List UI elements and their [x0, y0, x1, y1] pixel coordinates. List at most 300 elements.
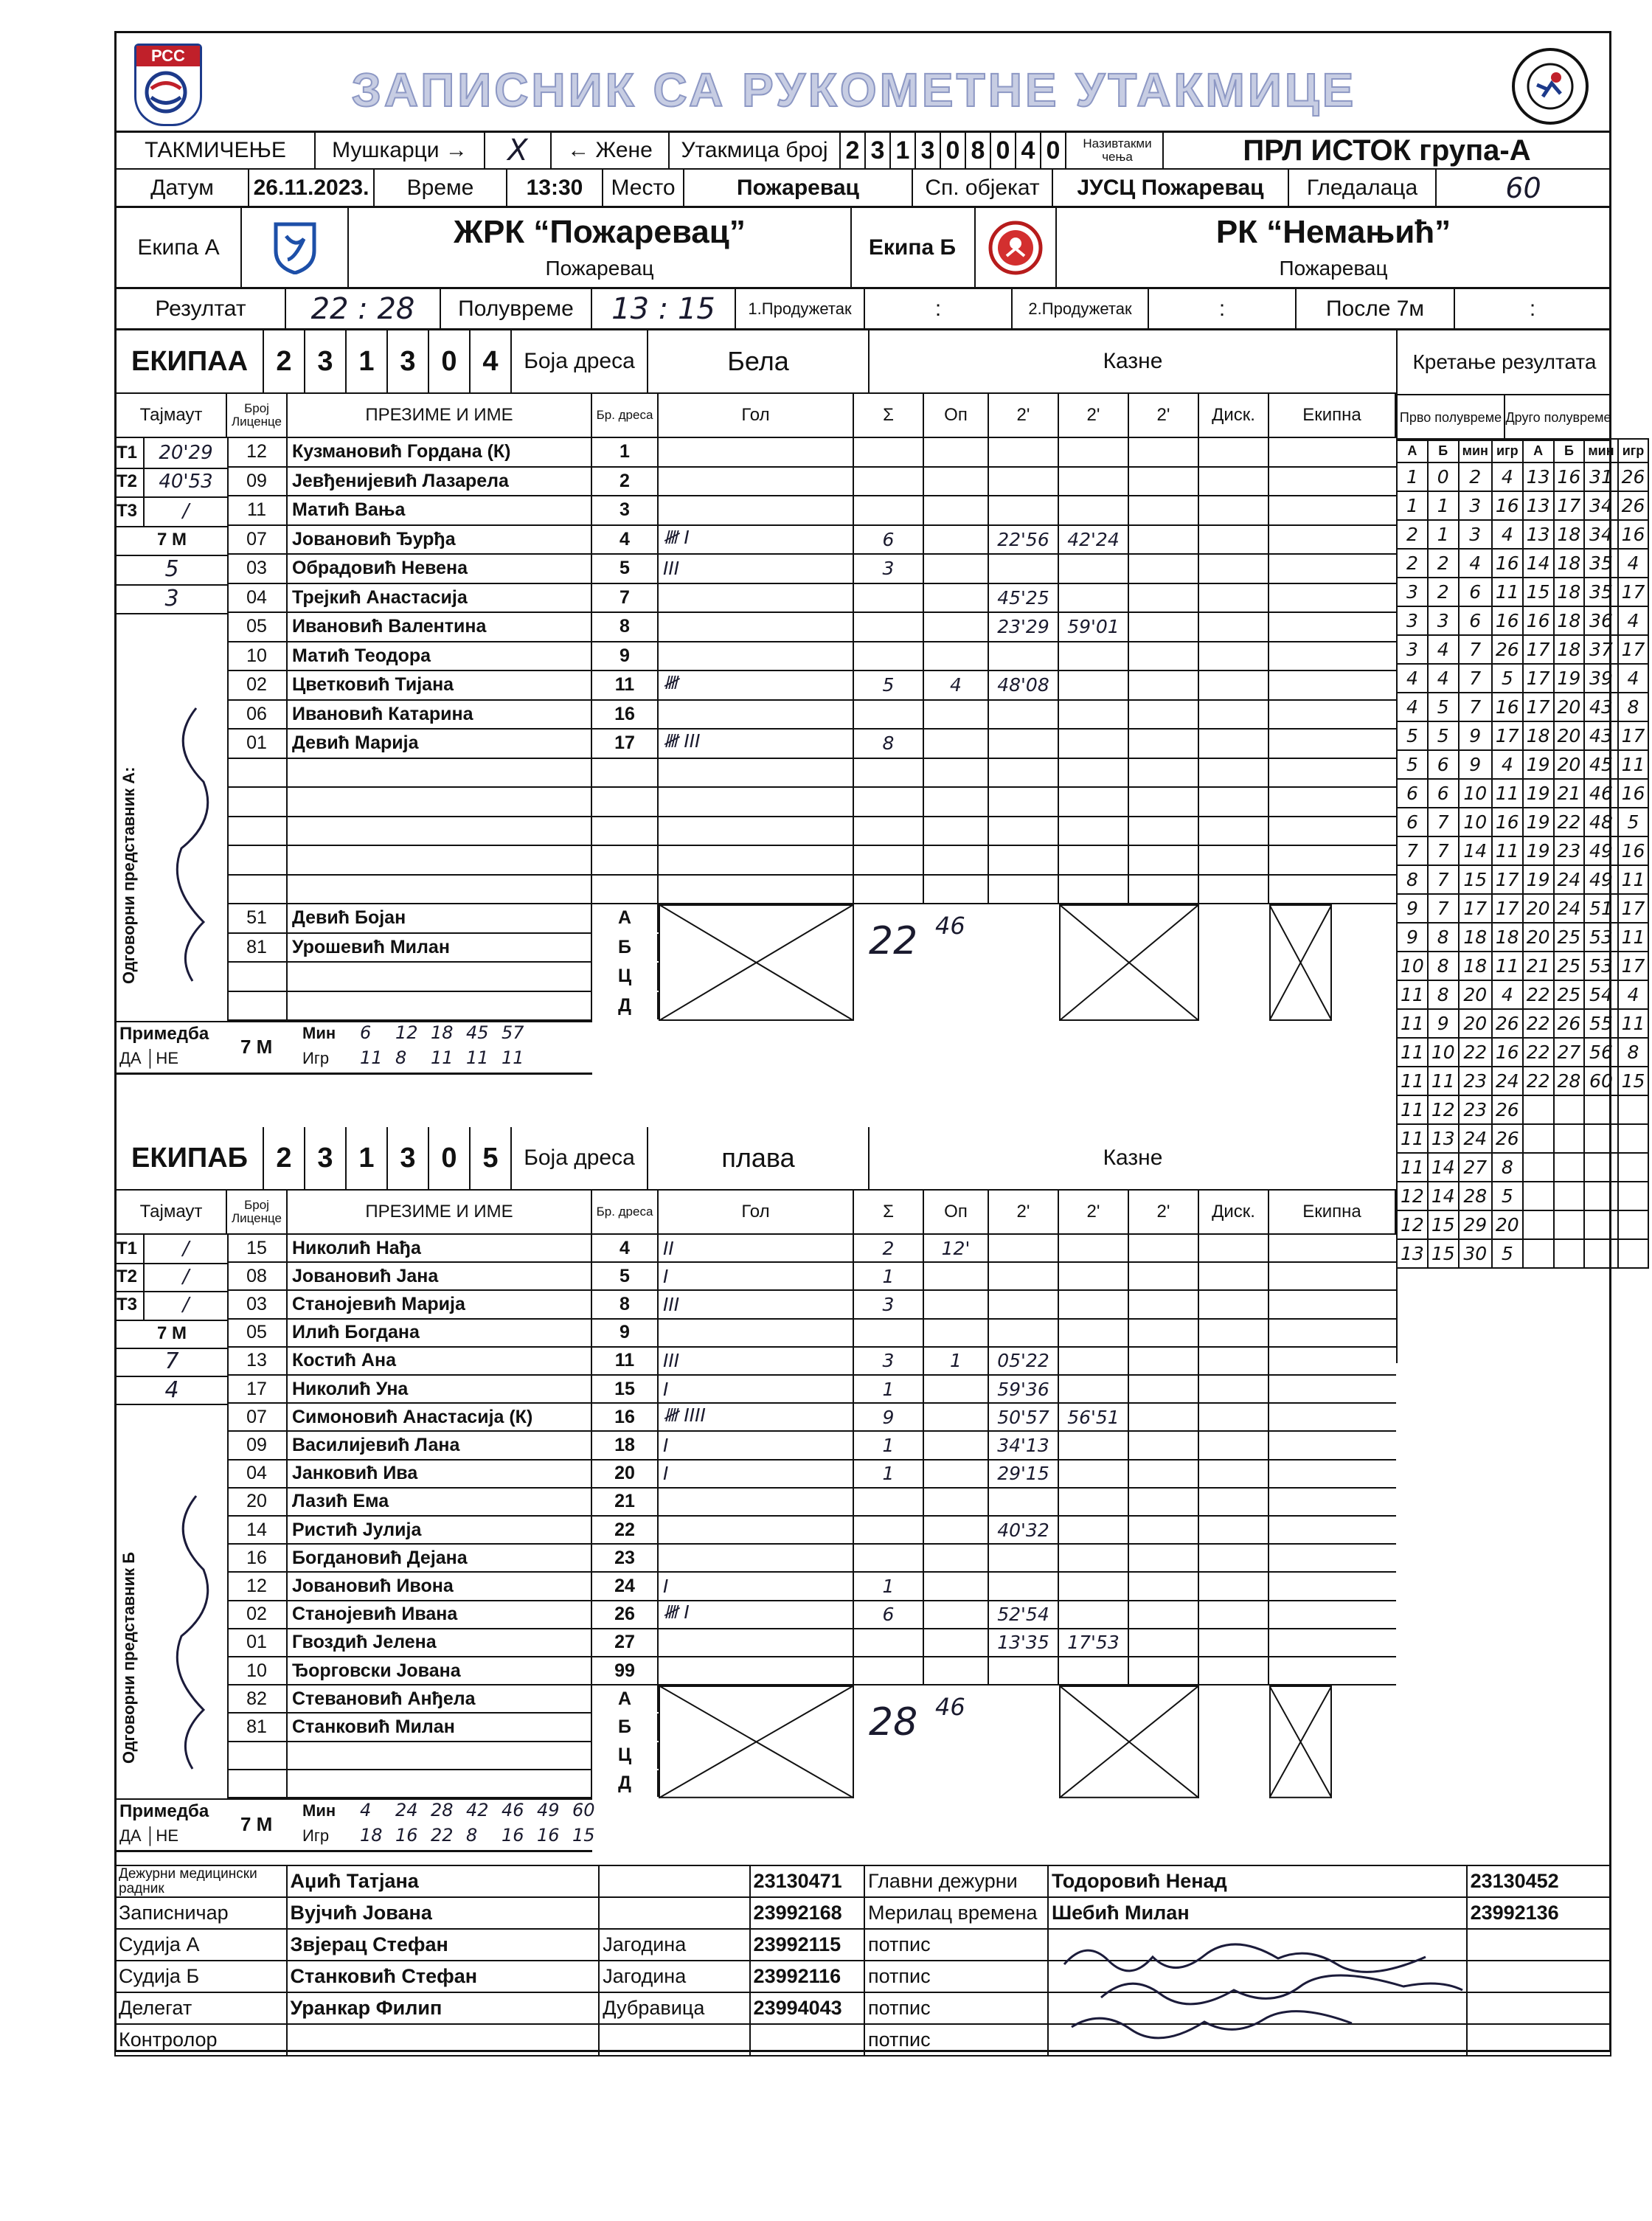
footer-name: Станковић Стефан — [287, 1961, 600, 1992]
player-disqualification — [1199, 526, 1269, 554]
team-code-row — [117, 1127, 1396, 1191]
progress-cell: 3 — [1459, 520, 1492, 549]
progress-cell: 4 — [1428, 635, 1459, 664]
official-license — [227, 1770, 288, 1797]
player-suspension-2 — [1059, 1489, 1129, 1515]
ot2-score: : — [1149, 289, 1297, 328]
match-no-digit: 0 — [991, 133, 1016, 168]
player-license: 10 — [227, 1657, 288, 1684]
player-goals — [659, 642, 854, 671]
progress-cell: 20 — [1523, 923, 1554, 952]
progress-cell: 9 — [1459, 721, 1492, 750]
player-suspension-3 — [1129, 788, 1199, 816]
progress-cell: 3 — [1428, 606, 1459, 635]
progress-cell: 6 — [1428, 750, 1459, 779]
date-value: 26.11.2023. — [249, 170, 375, 206]
player-license: 04 — [227, 584, 288, 612]
progress-cell: 11 — [1397, 1009, 1428, 1038]
player-disqualification — [1199, 876, 1269, 904]
player-warning — [924, 1291, 989, 1317]
player-team-penalty — [1269, 496, 1396, 524]
progress-cell — [1584, 1153, 1617, 1182]
player-table-header — [117, 394, 1396, 438]
sevenm-minute: 28 — [431, 1800, 454, 1820]
player-warning — [924, 701, 989, 729]
player-suspension-3 — [1129, 730, 1199, 758]
progress-cell: 26 — [1618, 491, 1649, 520]
progress-cell: 10 — [1459, 779, 1492, 808]
team-a-label: Екипа А — [117, 208, 242, 287]
official-code: А — [592, 904, 659, 932]
player-goal-sum — [854, 468, 924, 496]
after7-score: : — [1529, 296, 1536, 321]
player-warning — [924, 759, 989, 787]
player-team-penalty — [1269, 1489, 1396, 1515]
progress-row — [1397, 491, 1648, 520]
player-row — [227, 701, 1396, 730]
progress-cell: 4 — [1428, 664, 1459, 693]
player-team-penalty — [1269, 1263, 1396, 1289]
progress-cell: 26 — [1618, 462, 1649, 491]
player-license: 05 — [227, 1320, 288, 1346]
sevenm-player: 11 — [431, 1047, 454, 1068]
sevenm-player: 22 — [431, 1825, 454, 1846]
player-disqualification — [1199, 1404, 1269, 1430]
sevenm-player: 18 — [360, 1825, 383, 1846]
player-goal-sum — [854, 1657, 924, 1684]
progress-col-header: мин — [1584, 439, 1617, 462]
progress-row — [1397, 865, 1648, 894]
footer-role2: Мерилац времена — [864, 1897, 1048, 1929]
progress-cell: 16 — [1492, 606, 1523, 635]
representative-label: Одговорни представник Б — [119, 1551, 138, 1764]
footer-city: Дубравица — [599, 1992, 749, 2024]
player-goals: 𝍸 I — [659, 526, 854, 554]
progress-cell: 20 — [1554, 693, 1585, 721]
player-suspension-1 — [989, 876, 1059, 904]
player-suspension-3 — [1129, 526, 1199, 554]
progress-row — [1397, 462, 1648, 491]
player-name: Цветковић Тијана — [288, 671, 592, 699]
progress-row — [1397, 1009, 1648, 1038]
progress-cell: 25 — [1554, 980, 1585, 1009]
player-jersey-no: 27 — [592, 1629, 659, 1656]
progress-cell — [1584, 1182, 1617, 1210]
player-disqualification — [1199, 1629, 1269, 1656]
player-row — [227, 1376, 1396, 1404]
progress-cell: 16 — [1492, 549, 1523, 578]
date-label: Датум — [117, 170, 249, 206]
progress-col-header: игр — [1618, 439, 1649, 462]
progress-cell: 19 — [1554, 664, 1585, 693]
match-no-digit: 8 — [966, 133, 991, 168]
progress-cell: 49 — [1584, 836, 1617, 865]
progress-cell: 49 — [1584, 865, 1617, 894]
progress-row — [1397, 1124, 1648, 1153]
player-team-penalty — [1269, 1320, 1396, 1346]
team-total-goals: 22 — [869, 919, 918, 963]
player-name: Јовановић Ђурђа — [288, 526, 592, 554]
progress-col-header: А — [1397, 439, 1428, 462]
progress-row — [1397, 520, 1648, 549]
timeout-col-header: Тајмаут — [117, 394, 227, 437]
player-row — [227, 526, 1396, 555]
player-disqualification — [1199, 1657, 1269, 1684]
footer-role-label: Дежурни медицински радник — [115, 1865, 287, 1897]
sevenm-player: 15 — [572, 1825, 595, 1846]
sevenm-minute: 4 — [360, 1800, 372, 1820]
player-license: 07 — [227, 526, 288, 554]
progress-cell: 11 — [1618, 923, 1649, 952]
progress-cell: 4 — [1618, 606, 1649, 635]
progress-cell: 17 — [1492, 721, 1523, 750]
progress-cell: 17 — [1618, 721, 1649, 750]
footer-role-label: Делегат — [115, 1992, 287, 2024]
player-suspension-3 — [1129, 759, 1199, 787]
sevenm-label: 7 М — [117, 526, 227, 557]
progress-cell: 3 — [1459, 491, 1492, 520]
progress-cell: 17 — [1523, 664, 1554, 693]
player-suspension-3 — [1129, 496, 1199, 524]
player-suspension-1: 13'35 — [989, 1629, 1059, 1656]
player-row — [227, 1629, 1396, 1657]
player-name: Трејкић Анастасија — [288, 584, 592, 612]
ot2-label: 2.Продужетак — [1013, 289, 1149, 328]
player-suspension-2 — [1059, 438, 1129, 466]
jersey-color: Бела — [648, 330, 870, 392]
timeout-label: T2 — [117, 468, 145, 497]
player-jersey-no: 18 — [592, 1432, 659, 1458]
player-team-penalty — [1269, 1291, 1396, 1317]
progress-cell: 11 — [1397, 1038, 1428, 1067]
ot1-score: : — [865, 289, 1013, 328]
half-score: 13 : 15 — [592, 289, 736, 328]
player-warning — [924, 1657, 989, 1684]
player-goal-sum — [854, 876, 924, 904]
player-jersey-no: 4 — [592, 1235, 659, 1261]
progress-cell: 22 — [1554, 808, 1585, 836]
player-name — [288, 817, 592, 845]
progress-cell: 20 — [1492, 1210, 1523, 1239]
sevenm-player-label: Игр — [302, 1049, 330, 1067]
representative-signature — [152, 701, 226, 992]
team-b-label: Екипа Б — [850, 208, 976, 287]
ot1-label: 1.Продужетак — [736, 289, 865, 328]
team-penalty-col-header: Екипна — [1269, 1191, 1396, 1233]
player-jersey-no: 20 — [592, 1461, 659, 1487]
player-license: 15 — [227, 1235, 288, 1261]
goal-col-header: Гол — [659, 1191, 854, 1233]
player-disqualification — [1199, 1461, 1269, 1487]
player-suspension-2 — [1059, 1376, 1129, 1402]
player-suspension-2 — [1059, 788, 1129, 816]
player-suspension-3 — [1129, 642, 1199, 671]
team-b-city: Пожаревац — [1279, 257, 1388, 280]
player-goal-sum: 6 — [854, 1601, 924, 1628]
place-value: Пожаревац — [684, 170, 913, 206]
player-name: Илић Богдана — [288, 1320, 592, 1346]
progress-cell: 8 — [1428, 980, 1459, 1009]
progress-cell: 8 — [1492, 1153, 1523, 1182]
player-goal-sum: 1 — [854, 1432, 924, 1458]
progress-cell — [1523, 1210, 1554, 1239]
remark-label: Примедба — [119, 1801, 209, 1821]
progress-cell: 53 — [1584, 923, 1617, 952]
timeout-time: 40'53 — [159, 471, 213, 493]
progress-cell: 4 — [1397, 664, 1428, 693]
player-suspension-2 — [1059, 584, 1129, 612]
progress-col-header: Б — [1554, 439, 1585, 462]
progress-cell — [1554, 1182, 1585, 1210]
player-goals: III — [659, 555, 854, 583]
progress-cell: 28 — [1459, 1182, 1492, 1210]
player-warning: 4 — [924, 671, 989, 699]
sevenm-goals: 3 — [117, 584, 227, 615]
progress-row — [1397, 664, 1648, 693]
official-footer-row — [115, 1865, 1611, 1897]
player-disqualification — [1199, 1348, 1269, 1374]
official-row — [227, 1770, 631, 1798]
player-license: 17 — [227, 1376, 288, 1402]
player-suspension-1 — [989, 730, 1059, 758]
player-warning: 1 — [924, 1348, 989, 1374]
player-suspension-3 — [1129, 1573, 1199, 1599]
player-row — [227, 1348, 1396, 1376]
player-suspension-1: 34'13 — [989, 1432, 1059, 1458]
player-row — [227, 1235, 1396, 1263]
match-no-digit: 0 — [941, 133, 966, 168]
player-suspension-2 — [1059, 1573, 1129, 1599]
player-goals — [659, 1489, 854, 1515]
player-warning — [924, 1517, 989, 1543]
progress-cell — [1584, 1124, 1617, 1153]
progress-cell: 17 — [1618, 635, 1649, 664]
result-score: 22 : 28 — [286, 289, 441, 328]
player-disqualification — [1199, 730, 1269, 758]
goal-col-header: Гол — [659, 394, 854, 437]
player-team-penalty — [1269, 1601, 1396, 1628]
time-value: 13:30 — [507, 170, 603, 206]
player-suspension-1 — [989, 759, 1059, 787]
player-name — [288, 876, 592, 904]
player-goals — [659, 1545, 854, 1571]
official-code: Б — [592, 934, 659, 962]
spectators-label: Гледалаца — [1289, 170, 1437, 206]
player-suspension-3 — [1129, 438, 1199, 466]
second-half-label: Друго полувреме — [1505, 409, 1611, 425]
player-jersey-no: 11 — [592, 671, 659, 699]
team-code-digit: 1 — [347, 1127, 388, 1189]
player-name: Ристић Јулија — [288, 1517, 592, 1543]
shield-icon — [273, 221, 317, 274]
player-goal-sum: 6 — [854, 526, 924, 554]
progress-cell: 28 — [1554, 1067, 1585, 1095]
progress-cell: 29 — [1459, 1210, 1492, 1239]
progress-cell: 26 — [1492, 1009, 1523, 1038]
team-code-label: ЕКИПАА — [117, 330, 264, 392]
footer-role2: потпис — [864, 2024, 1048, 2056]
sevenm-player: 11 — [360, 1047, 383, 1068]
player-goal-sum: 3 — [854, 1291, 924, 1317]
progress-cell: 6 — [1397, 779, 1428, 808]
progress-cell — [1618, 1239, 1649, 1268]
progress-cell: 19 — [1523, 779, 1554, 808]
progress-cell: 11 — [1618, 865, 1649, 894]
player-suspension-3 — [1129, 1629, 1199, 1656]
official-code: Б — [592, 1714, 659, 1740]
progress-cell: 23 — [1459, 1095, 1492, 1124]
player-suspension-2: 59'01 — [1059, 613, 1129, 641]
player-row — [227, 1263, 1396, 1291]
footer-role2: Главни дежурни — [864, 1865, 1048, 1897]
progress-cell: 17 — [1618, 952, 1649, 980]
player-name: Николић Уна — [288, 1376, 592, 1402]
sevenm-minute: 60 — [572, 1800, 595, 1820]
progress-cell: 3 — [1397, 578, 1428, 606]
official-license: 51 — [227, 904, 288, 932]
player-goals — [659, 846, 854, 874]
footer-role-label: Судија Б — [115, 1961, 287, 1992]
progress-row — [1397, 894, 1648, 923]
player-row — [227, 876, 1396, 905]
player-row — [227, 468, 1396, 497]
team-code-digit: 0 — [429, 330, 471, 392]
progress-cell — [1523, 1153, 1554, 1182]
player-suspension-2 — [1059, 671, 1129, 699]
player-license: 04 — [227, 1461, 288, 1487]
player-disqualification — [1199, 759, 1269, 787]
player-team-penalty — [1269, 876, 1396, 904]
player-warning — [924, 1601, 989, 1628]
player-warning — [924, 876, 989, 904]
player-name: Симоновић Анастасија (К) — [288, 1404, 592, 1430]
player-goal-sum — [854, 1517, 924, 1543]
player-warning — [924, 1629, 989, 1656]
progress-cell: 11 — [1492, 779, 1523, 808]
player-suspension-2 — [1059, 1601, 1129, 1628]
player-license — [227, 759, 288, 787]
player-suspension-3 — [1129, 671, 1199, 699]
player-goal-sum: 3 — [854, 1348, 924, 1374]
player-goal-sum: 1 — [854, 1573, 924, 1599]
player-suspension-1 — [989, 788, 1059, 816]
footer-role-label: Контролор — [115, 2024, 287, 2056]
player-warning — [924, 613, 989, 641]
footer-code2: 23992136 — [1467, 1897, 1611, 1929]
warning-col-header: Оп — [924, 394, 989, 437]
sevenm-minute: 12 — [395, 1022, 418, 1043]
player-goals — [659, 438, 854, 466]
progress-cell: 21 — [1554, 779, 1585, 808]
player-warning — [924, 1545, 989, 1571]
player-warning — [924, 584, 989, 612]
team-code-digit: 2 — [264, 330, 305, 392]
sevenm-minute: 46 — [502, 1800, 524, 1820]
player-suspension-2 — [1059, 759, 1129, 787]
progress-row — [1397, 952, 1648, 980]
player-suspension-3 — [1129, 1489, 1199, 1515]
progress-row — [1397, 635, 1648, 664]
progress-cell: 18 — [1459, 923, 1492, 952]
progress-cell: 11 — [1492, 952, 1523, 980]
player-goal-sum: 1 — [854, 1461, 924, 1487]
player-team-penalty — [1269, 701, 1396, 729]
player-team-penalty — [1269, 1629, 1396, 1656]
player-warning — [924, 1573, 989, 1599]
player-suspension-2: 56'51 — [1059, 1404, 1129, 1430]
team-b-name: РК “Немањић” — [1215, 214, 1451, 250]
timeout-time: / — [182, 1266, 190, 1289]
player-disqualification — [1199, 817, 1269, 845]
footer-city: Јагодина — [599, 1961, 749, 1992]
team-b-box — [1057, 208, 1610, 287]
player-goals: II — [659, 1235, 854, 1261]
official-license: 81 — [227, 934, 288, 962]
progress-cell: 8 — [1397, 865, 1428, 894]
footer-city — [599, 1897, 749, 1929]
progress-cell: 35 — [1584, 549, 1617, 578]
footer-role2: потпис — [864, 1929, 1048, 1961]
match-no-digit: 0 — [1041, 133, 1066, 168]
player-team-penalty — [1269, 846, 1396, 874]
player-disqualification — [1199, 496, 1269, 524]
player-name: Лазић Ема — [288, 1489, 592, 1515]
player-disqualification — [1199, 671, 1269, 699]
player-team-penalty — [1269, 613, 1396, 641]
remark-row — [117, 1798, 595, 1852]
official-name — [288, 992, 592, 1020]
progress-cell — [1554, 1153, 1585, 1182]
license-col-header: Број Лиценце — [227, 394, 288, 437]
official-license — [227, 963, 288, 991]
player-jersey-no: 11 — [592, 1348, 659, 1374]
progress-panel — [1396, 330, 1645, 1363]
competition-label: ТАКМИЧЕЊЕ — [117, 133, 316, 168]
progress-cell: 5 — [1428, 721, 1459, 750]
progress-cell: 5 — [1618, 808, 1649, 836]
player-row — [227, 1489, 1396, 1517]
player-suspension-2 — [1059, 701, 1129, 729]
progress-cell: 34 — [1584, 520, 1617, 549]
official-name — [288, 963, 592, 991]
team-total-op: 46 — [935, 912, 965, 940]
progress-cell: 17 — [1554, 491, 1585, 520]
team-a-box — [349, 208, 852, 287]
player-license: 05 — [227, 613, 288, 641]
player-warning — [924, 468, 989, 496]
player-license: 03 — [227, 1291, 288, 1317]
sevenm-minute: 57 — [502, 1022, 524, 1043]
player-goals — [659, 1320, 854, 1346]
first-half-label: Прво полувреме — [1398, 395, 1505, 440]
player-goals — [659, 468, 854, 496]
player-name: Обрадовић Невена — [288, 555, 592, 583]
handball-icon — [136, 66, 195, 118]
progress-cell: 27 — [1459, 1153, 1492, 1182]
progress-cell: 7 — [1428, 865, 1459, 894]
player-disqualification — [1199, 1376, 1269, 1402]
player-goals — [659, 1629, 854, 1656]
name-col-header: ПРЕЗИМЕ И ИМЕ — [288, 394, 592, 437]
official-footer-row — [115, 1897, 1611, 1929]
player-suspension-2 — [1059, 1517, 1129, 1543]
match-number — [841, 133, 1066, 168]
progress-cell: 26 — [1492, 1124, 1523, 1153]
player-goals — [659, 1517, 854, 1543]
player-suspension-2: 42'24 — [1059, 526, 1129, 554]
progress-cell: 4 — [1492, 750, 1523, 779]
player-license: 02 — [227, 1601, 288, 1628]
